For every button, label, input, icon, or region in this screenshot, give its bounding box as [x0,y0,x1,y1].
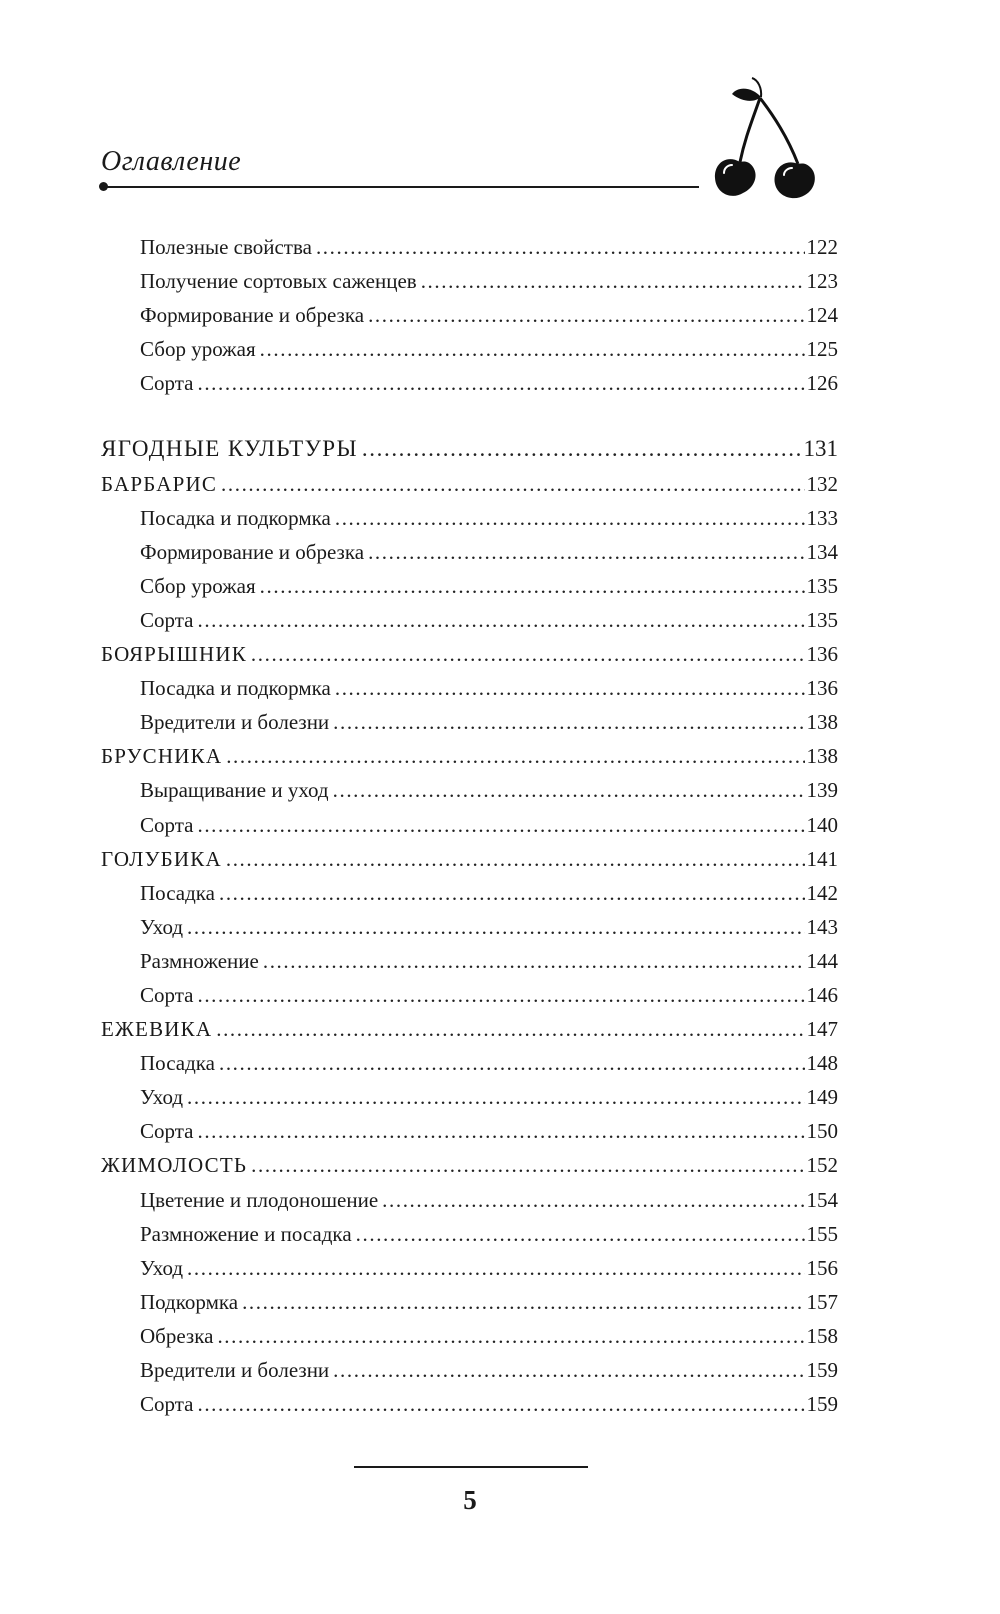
toc-entry-page: 148 [806,1051,838,1076]
toc-entry [101,1285,838,1319]
toc-entry-title: ЯГОДНЫЕ КУЛЬТУРЫ [101,436,358,462]
toc-dot-leader [316,230,805,264]
toc-entry-page: 147 [806,1017,838,1042]
toc-dot-leader [226,739,804,773]
toc-entry-title: Вредители и болезни [140,710,330,735]
toc-dot-leader [251,637,805,671]
toc-dot-leader [217,1319,804,1353]
toc-entry [101,535,838,569]
toc-entry-page: 158 [806,1323,838,1348]
toc-entry [101,603,838,637]
toc-dot-leader [197,366,804,400]
toc-section [101,842,838,876]
toc-dot-leader [221,467,804,501]
toc-entry-title: Размножение и посадка [140,1221,352,1246]
toc-entry-title: Сбор урожая [140,337,256,362]
toc-entry [101,1251,838,1285]
toc-dot-leader [242,1285,804,1319]
toc-entry-page: 132 [806,471,838,496]
toc-dot-leader [333,773,805,807]
toc-entry [101,230,838,264]
toc-entry [101,366,838,400]
toc-entry-title: Сорта [140,982,194,1007]
toc-entry-page: 152 [806,1153,838,1178]
toc-dot-leader [335,501,805,535]
toc-entry [101,1353,838,1387]
toc-entry-page: 123 [806,269,838,294]
toc-entry [101,808,838,842]
toc-dot-leader [219,876,805,910]
toc-entry [101,264,838,298]
toc-section [101,739,838,773]
toc-entry-page: 136 [806,642,838,667]
toc-entry-title: Посадка и подкормка [140,676,331,701]
toc-entry-title: Цветение и плодоношение [140,1187,379,1212]
toc-dot-leader [333,705,804,739]
toc-entry-page: 142 [806,880,838,905]
page-title: Оглавление [101,146,242,177]
page-number: 5 [463,1485,477,1515]
toc-entry-title: Посадка [140,880,215,905]
toc-entry-title: Сорта [140,1392,194,1417]
toc-entry-page: 149 [806,1085,838,1110]
toc-entry-page: 146 [806,982,838,1007]
toc-entry-title: БРУСНИКА [101,744,223,769]
toc-entry [101,1183,838,1217]
toc-entry-title: Уход [140,1255,184,1280]
toc-entry-page: 136 [806,676,838,701]
toc-entry-page: 135 [806,573,838,598]
toc-dot-leader [197,603,804,637]
toc-entry-page: 134 [806,539,838,564]
toc-dot-leader [197,978,804,1012]
toc-entry [101,671,838,705]
toc-entry [101,1217,838,1251]
toc-entry-page: 133 [806,505,838,530]
toc-dot-leader [333,1353,804,1387]
toc-entry-page: 125 [806,337,838,362]
toc-entry-title: Формирование и обрезка [140,303,365,328]
toc-entry-page: 150 [806,1119,838,1144]
toc-entry-page: 126 [806,371,838,396]
toc-entry-title: Сбор урожая [140,573,256,598]
toc-entry-title: Подкормка [140,1289,239,1314]
toc-entry-title: Обрезка [140,1323,214,1348]
toc-entry-title: Формирование и обрезка [140,539,365,564]
toc-dot-leader [335,671,805,705]
toc-entry-title: Получение сортовых саженцев [140,269,417,294]
toc-entry [101,1387,838,1421]
toc-entry-title: ГОЛУБИКА [101,846,222,871]
toc-entry [101,705,838,739]
toc-entry [101,501,838,535]
toc-entry-title: Уход [140,1085,184,1110]
toc-entry [101,773,838,807]
toc-entry-page: 154 [806,1187,838,1212]
toc-dot-leader [226,842,805,876]
toc-dot-leader [263,944,805,978]
toc-dot-leader [251,1148,804,1182]
toc-dot-leader [187,910,804,944]
toc-entry-title: ЕЖЕВИКА [101,1017,213,1042]
toc-entry-title: Уход [140,914,184,939]
toc-entry-title: БОЯРЫШНИК [101,642,247,667]
toc-entry [101,332,838,366]
toc-entry [101,944,838,978]
toc-dot-leader [187,1251,804,1285]
toc-entry-title: Посадка [140,1051,215,1076]
toc-entry-title: Выращивание и уход [140,778,329,803]
toc-dot-leader [219,1046,805,1080]
toc-dot-leader [260,332,805,366]
toc-entry-title: Сорта [140,371,194,396]
toc-entry-page: 139 [806,778,838,803]
toc-entry-title: Посадка и подкормка [140,505,331,530]
toc-entry-title: Полезные свойства [140,235,312,259]
toc-entry-page: 138 [806,744,838,769]
toc-entry-title: Сорта [140,1119,194,1144]
toc-dot-leader [187,1080,804,1114]
toc-entry [101,910,838,944]
cherry-icon [712,76,842,204]
toc-entry-title: ЖИМОЛОСТЬ [101,1153,248,1178]
toc-entry-title: Сорта [140,607,194,632]
toc-dot-leader [362,432,802,466]
toc-dot-leader [197,1387,804,1421]
toc-dot-leader [368,535,804,569]
toc-entry-title: Размножение [140,948,259,973]
toc-section [101,637,838,671]
toc-section [101,1012,838,1046]
toc-entry-page: 159 [806,1392,838,1417]
toc-entry-title: Вредители и болезни [140,1358,330,1382]
toc-dot-leader [368,298,804,332]
table-of-contents [101,230,838,1421]
toc-entry-page: 143 [806,914,838,939]
header-rule [103,186,699,188]
toc-dot-leader [421,264,805,298]
toc-entry-page: 140 [806,812,838,837]
footer-rule [354,1466,588,1468]
toc-entry [101,1319,838,1353]
toc-dot-leader [216,1012,804,1046]
toc-entry [101,978,838,1012]
toc-dot-leader [356,1217,805,1251]
toc-section [101,467,838,501]
toc-entry-title: Сорта [140,812,194,837]
toc-entry-page: 131 [803,436,838,462]
toc-dot-leader [197,808,804,842]
page-header [101,146,701,196]
toc-entry [101,1114,838,1148]
toc-entry-page: 156 [806,1255,838,1280]
toc-entry-page: 159 [806,1358,838,1382]
toc-section [101,432,838,466]
toc-entry-page: 135 [806,607,838,632]
toc-entry-page: 155 [806,1221,838,1246]
toc-entry [101,1080,838,1114]
toc-entry-page: 124 [806,303,838,328]
toc-entry-page: 141 [806,846,838,871]
toc-dot-leader [197,1114,804,1148]
toc-entry-page: 157 [806,1289,838,1314]
toc-entry [101,298,838,332]
toc-dot-leader [260,569,805,603]
toc-section [101,1148,838,1182]
toc-entry-title: БАРБАРИС [101,471,218,496]
toc-dot-leader [382,1183,804,1217]
toc-entry [101,1046,838,1080]
toc-entry-page: 144 [806,948,838,973]
toc-entry [101,569,838,603]
toc-entry [101,876,838,910]
toc-entry-page: 138 [806,710,838,735]
toc-entry-page: 122 [806,235,838,259]
